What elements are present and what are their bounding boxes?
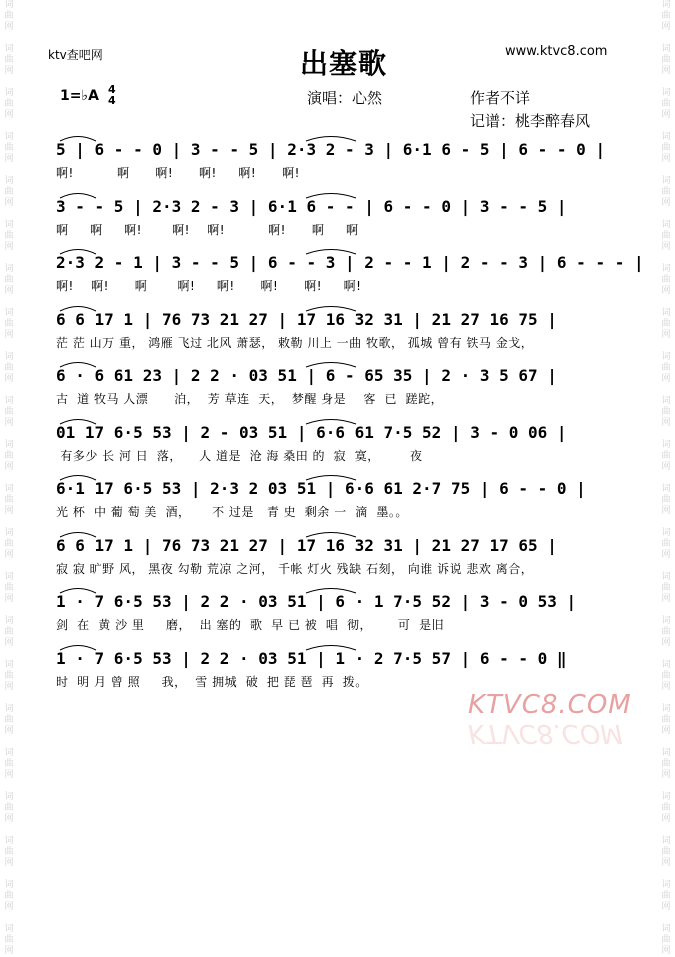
watermark-glyph: 词 (661, 308, 671, 318)
watermark-glyph: 网 (661, 902, 671, 912)
watermark-glyph: 网 (4, 462, 14, 472)
watermark-glyph: 网 (4, 374, 14, 384)
watermark-glyph: 词 (661, 264, 671, 274)
watermark-glyph: 网 (661, 286, 671, 296)
watermark-glyph: 网 (4, 638, 14, 648)
watermark-glyph: 词 (4, 396, 14, 406)
notation-row: 3 - - 5 | 2·3 2 - 3 | 6·1 6 - - | 6 - - 0 | 3 - - 5 | (56, 196, 567, 216)
watermark-glyph: 词 (4, 132, 14, 142)
watermark-glyph: 网 (661, 726, 671, 736)
watermark-glyph: 曲 (661, 671, 671, 681)
watermark-glyph: 词 (661, 836, 671, 846)
watermark-glyph: 网 (4, 682, 14, 692)
watermark-glyph: 词 (661, 440, 671, 450)
site-logo: KTVC8.COM (468, 690, 632, 720)
watermark-glyph: 曲 (661, 275, 671, 285)
watermark-glyph: 网 (661, 330, 671, 340)
lyrics-row: 有多少 长 河 日 落， 人 道是 沧 海 桑田 的 寂 寞， 夜 (56, 448, 423, 463)
watermark-glyph: 词 (4, 572, 14, 582)
watermark-glyph: 网 (661, 550, 671, 560)
watermark-glyph: 曲 (661, 759, 671, 769)
watermark-glyph: 词 (4, 352, 14, 362)
watermark-glyph: 曲 (4, 231, 14, 241)
watermark-glyph: 网 (661, 814, 671, 824)
watermark-glyph: 网 (661, 682, 671, 692)
watermark-glyph: 曲 (661, 627, 671, 637)
site-name: ktv查吧网 (48, 48, 103, 62)
watermark-glyph: 词 (4, 308, 14, 318)
watermark-glyph: 曲 (4, 55, 14, 65)
watermark-glyph: 曲 (4, 187, 14, 197)
watermark-glyph: 曲 (4, 935, 14, 945)
notation-row: 6 6 17 1 | 76 73 21 27 | 17 16 32 31 | 21 27 16 75 | (56, 309, 557, 329)
watermark-glyph: 曲 (661, 187, 671, 197)
watermark-glyph: 曲 (661, 143, 671, 153)
author-credit: 作者不详 (470, 89, 531, 107)
watermark-glyph: 曲 (661, 891, 671, 901)
watermark-glyph: 曲 (4, 275, 14, 285)
watermark-glyph: 曲 (4, 99, 14, 109)
watermark-glyph: 曲 (661, 231, 671, 241)
notation-row: 6 · 6 61 23 | 2 2 · 03 51 | 6 - 65 35 | 2 · 3 5 67 | (56, 366, 557, 385)
watermark-glyph: 词 (661, 220, 671, 230)
time-bottom: 4 (108, 94, 116, 107)
watermark-glyph: 曲 (4, 451, 14, 461)
watermark-glyph: 词 (661, 88, 671, 98)
watermark-glyph: 网 (4, 814, 14, 824)
watermark-glyph: 曲 (4, 363, 14, 373)
watermark-glyph: 词 (661, 572, 671, 582)
watermark-glyph: 曲 (661, 319, 671, 329)
watermark-glyph: 词 (661, 528, 671, 538)
watermark-glyph: 词 (4, 484, 14, 494)
watermark-glyph: 曲 (4, 759, 14, 769)
watermark-glyph: 曲 (661, 451, 671, 461)
watermark-glyph: 词 (4, 704, 14, 714)
watermark-glyph: 曲 (661, 363, 671, 373)
watermark-glyph: 网 (4, 286, 14, 296)
watermark-glyph: 网 (4, 506, 14, 516)
notation-row: 01 17 6·5 53 | 2 - 03 51 | 6·6 61 7·5 52 | 3 - 0 06 | (56, 422, 567, 442)
watermark-glyph: 网 (4, 66, 14, 76)
watermark-glyph: 网 (4, 594, 14, 604)
watermark-glyph: 词 (661, 176, 671, 186)
watermark-glyph: 网 (661, 154, 671, 164)
watermark-glyph: 曲 (4, 495, 14, 505)
lyrics-row: 啊! 啊! 啊 啊! 啊! 啊! 啊! 啊! (56, 279, 362, 293)
watermark-glyph: 曲 (661, 495, 671, 505)
watermark-glyph: 曲 (661, 583, 671, 593)
time-top: 4 (108, 83, 116, 96)
watermark-glyph: 词 (4, 836, 14, 846)
watermark-glyph: 网 (661, 594, 671, 604)
watermark-glyph: 词 (4, 176, 14, 186)
watermark-glyph: 网 (661, 506, 671, 516)
watermark-glyph: 词 (661, 792, 671, 802)
notation-row: 5 | 6 - - 0 | 3 - - 5 | 2·3 2 - 3 | 6·1 6 - 5 | 6 - - 0 | (56, 140, 606, 159)
watermark-glyph: 词 (4, 880, 14, 890)
watermark-glyph: 曲 (661, 539, 671, 549)
watermark-glyph: 词 (4, 0, 14, 10)
watermark-glyph: 曲 (4, 891, 14, 901)
watermark-glyph: 词 (661, 44, 671, 54)
watermark-glyph: 网 (4, 242, 14, 252)
lyrics-row: 啊! 啊 啊! 啊! 啊! 啊! (56, 166, 300, 180)
watermark-glyph: 曲 (4, 847, 14, 857)
watermark-glyph: 词 (661, 924, 671, 934)
watermark-glyph: 曲 (661, 11, 671, 21)
watermark-glyph: 词 (4, 220, 14, 230)
watermark-glyph: 词 (661, 616, 671, 626)
notation-row: 1 · 7 6·5 53 | 2 2 · 03 51 | 1 · 2 7·5 57 | 6 - - 0 ‖ (56, 648, 567, 668)
lyrics-row: 古 道 牧马 人漂 泊， 芳 草连 天， 梦醒 身是 客 已 蹉跎， (56, 392, 444, 406)
watermark-glyph: 词 (661, 132, 671, 142)
watermark-glyph: 词 (4, 660, 14, 670)
left-watermark (2, 0, 16, 956)
watermark-glyph: 网 (4, 946, 14, 956)
lyrics-row: 时 明 月 曾 照 我， 雪 拥城 破 把 琵 琶 再 拨。 (56, 674, 368, 689)
watermark-glyph: 曲 (4, 583, 14, 593)
site-logo-reflection: KTVC8.COM (468, 718, 623, 748)
watermark-glyph: 曲 (661, 935, 671, 945)
watermark-glyph: 网 (4, 858, 14, 868)
watermark-glyph: 曲 (661, 55, 671, 65)
watermark-glyph: 网 (661, 66, 671, 76)
notation-row: 1 · 7 6·5 53 | 2 2 · 03 51 | 6 · 1 7·5 52 | 3 - 0 53 | (56, 592, 577, 611)
watermark-glyph: 网 (4, 726, 14, 736)
watermark-glyph: 曲 (4, 715, 14, 725)
watermark-glyph: 曲 (4, 407, 14, 417)
watermark-glyph: 曲 (661, 803, 671, 813)
watermark-glyph: 曲 (4, 143, 14, 153)
lyrics-row: 茫 茫 山万 重， 鸿雁 飞过 北风 萧瑟， 敕勒 川上 一曲 牧歌， 孤城 曾有 铁马 金戈， (56, 335, 534, 350)
watermark-glyph: 曲 (4, 627, 14, 637)
notation-row: 2·3 2 - 1 | 3 - - 5 | 6 - - 3 | 2 - - 1 | 2 - - 3 | 6 - - - | (56, 253, 644, 272)
watermark-glyph: 词 (661, 352, 671, 362)
watermark-glyph: 词 (4, 264, 14, 274)
transcriber-credit: 记谱：桃李醉春风 (470, 112, 591, 130)
watermark-glyph: 词 (4, 616, 14, 626)
watermark-glyph: 词 (661, 660, 671, 670)
key-note: ♭A (81, 88, 99, 104)
watermark-glyph: 曲 (4, 671, 14, 681)
time-signature (108, 84, 116, 106)
watermark-glyph: 网 (661, 858, 671, 868)
notation-row: 6·1 17 6·5 53 | 2·3 2 03 51 | 6·6 61 2·7 75 | 6 - - 0 | (56, 479, 586, 498)
site-url: www.ktvc8.com (505, 44, 608, 59)
watermark-glyph: 网 (4, 418, 14, 428)
watermark-glyph: 曲 (4, 319, 14, 329)
watermark-glyph: 网 (661, 418, 671, 428)
watermark-glyph: 网 (661, 770, 671, 780)
lyrics-row: 啊 啊 啊! 啊! 啊! 啊! 啊 啊 (56, 222, 359, 237)
lyrics-row: 寂 寂 旷野 风， 黑夜 勾勒 荒凉 之河， 千帐 灯火 残缺 石刻， 向谁 诉说 悲欢 离合， (56, 561, 534, 576)
lyrics-row: 剑 在 黄 沙 里 磨， 出 塞的 歌 早 已 被 唱 彻， 可 是旧 (56, 618, 445, 632)
watermark-glyph: 网 (661, 22, 671, 32)
watermark-glyph: 网 (4, 902, 14, 912)
watermark-glyph: 曲 (4, 539, 14, 549)
watermark-glyph: 词 (4, 528, 14, 538)
watermark-glyph: 曲 (4, 11, 14, 21)
watermark-glyph: 词 (4, 44, 14, 54)
watermark-glyph: 网 (4, 770, 14, 780)
watermark-glyph: 网 (4, 22, 14, 32)
watermark-glyph: 网 (4, 330, 14, 340)
watermark-glyph: 网 (4, 110, 14, 120)
watermark-glyph: 网 (4, 198, 14, 208)
watermark-glyph: 词 (661, 396, 671, 406)
watermark-glyph: 词 (4, 792, 14, 802)
watermark-glyph: 词 (661, 748, 671, 758)
key-prefix: 1= (60, 88, 82, 104)
watermark-glyph: 网 (4, 154, 14, 164)
watermark-glyph: 网 (661, 198, 671, 208)
singer-credit: 演唱：心然 (307, 89, 383, 107)
watermark-glyph: 词 (4, 440, 14, 450)
watermark-glyph: 曲 (661, 99, 671, 109)
lyrics-row: 光 杯 中 葡 萄 美 酒， 不 过是 青 史 剩余 一 滴 墨。。 (56, 505, 408, 519)
right-watermark (659, 0, 673, 956)
song-title: 出塞歌 (300, 47, 388, 80)
watermark-glyph: 词 (4, 748, 14, 758)
watermark-glyph: 词 (661, 484, 671, 494)
watermark-glyph: 词 (4, 924, 14, 934)
watermark-glyph: 网 (661, 110, 671, 120)
watermark-glyph: 网 (661, 946, 671, 956)
watermark-glyph: 词 (661, 0, 671, 10)
watermark-glyph: 曲 (4, 803, 14, 813)
watermark-glyph: 词 (4, 88, 14, 98)
watermark-glyph: 网 (661, 242, 671, 252)
notation-row: 6 6 17 1 | 76 73 21 27 | 17 16 32 31 | 21 27 17 65 | (56, 535, 557, 555)
watermark-glyph: 词 (661, 704, 671, 714)
watermark-glyph: 网 (661, 374, 671, 384)
watermark-glyph: 网 (661, 638, 671, 648)
key-signature (60, 83, 116, 107)
watermark-glyph: 词 (661, 880, 671, 890)
watermark-glyph: 曲 (661, 407, 671, 417)
watermark-glyph: 网 (4, 550, 14, 560)
watermark-glyph: 网 (661, 462, 671, 472)
watermark-glyph: 曲 (661, 715, 671, 725)
watermark-glyph: 曲 (661, 847, 671, 857)
